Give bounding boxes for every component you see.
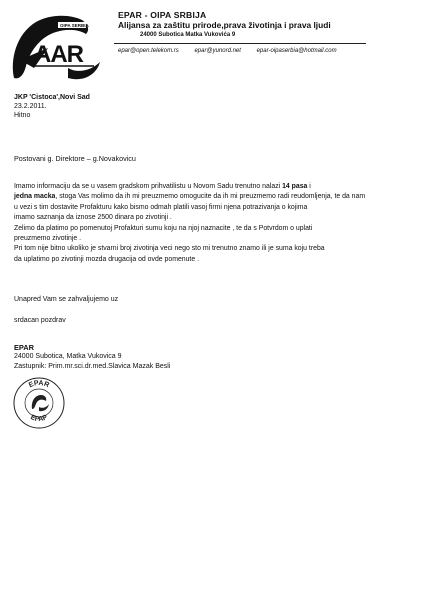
letter-date: 23.2.2011. <box>14 103 47 110</box>
signature-organization: EPAR <box>14 343 34 352</box>
signature-address: 24000 Subotica, Matka Vukovica 9 <box>14 353 122 360</box>
body-line: Zelimo da platimo po pomenutoj Profakturi sumu koju na njoj naznacite , te da s Potvrdom o uplati <box>14 224 313 232</box>
svg-text:EPAR <box>28 380 50 389</box>
recipient: JKP 'Cistoca',Novi Sad <box>14 94 90 101</box>
stamp-emblem-icon <box>32 395 49 411</box>
body-line: Imamo informaciju da se u vasem gradskom prihvatilistu u Novom Sadu trenutno nalazi 14 pasa i <box>14 183 311 190</box>
stamp-top-text: EPAR <box>27 379 51 390</box>
body-line: imamo saznanja da iznose 2500 dinara po zivotinji . <box>14 214 172 222</box>
organization-stamp <box>12 376 66 430</box>
body-line: preuzmemo zivotinje . <box>14 235 82 243</box>
svg-text:EPAP <box>29 414 49 423</box>
email-2: epar@yunord.net <box>194 48 241 54</box>
body-line: u vezi s tim dostavite Profakturu kako bismo odmah platili vasoj firmi njena potrazivanja o kojima <box>14 203 308 211</box>
body-line: jedna macka, stoga Vas molimo da ih mi preuzmemo omogucite da ih mi preuzmemo radi reudomljenja, te da nam <box>14 193 366 201</box>
logo-small-text: OIPA SERBIA <box>60 23 89 28</box>
letter-body <box>14 182 418 265</box>
body-line: da uplatimo po zivotinji mozda drugacija od ovde pomenute . <box>14 255 200 263</box>
email-3: epar-oipaserbia@hotmail.com <box>256 48 337 54</box>
salutation: Postovani g. Direktore – g.Novakovicu <box>14 154 136 163</box>
stamp-bottom-text: EPAP <box>29 413 49 424</box>
letterhead-divider <box>114 43 366 44</box>
closing-thanks: Unapred Vam se zahvaljujemo uz <box>14 296 119 303</box>
email-1: epar@open.telekom.rs <box>118 48 179 54</box>
logo-aar-text: AAR <box>34 41 83 68</box>
organization-name: EPAR - OIPA SRBIJA <box>118 10 207 20</box>
signature-representative: Zastupnik: Prim.mr.sci.dr.med.Slavica Mazak Besli <box>14 363 171 370</box>
closing-regards: srdacan pozdrav <box>14 317 66 324</box>
body-line: Pri tom nije bitno ukoliko je stvarni broj zivotinja veci nego sto mi trenutno znamo ili je suma koju treba <box>14 245 325 253</box>
urgency-note: Hitno <box>14 112 31 119</box>
organization-address: 24000 Subotica Matka Vukovića 9 <box>140 32 236 38</box>
organization-emails <box>118 48 351 54</box>
organization-tagline: Alijansa za zaštitu prirode,prava životinja i prava ljudi <box>118 20 331 30</box>
oipa-logo <box>8 8 106 88</box>
